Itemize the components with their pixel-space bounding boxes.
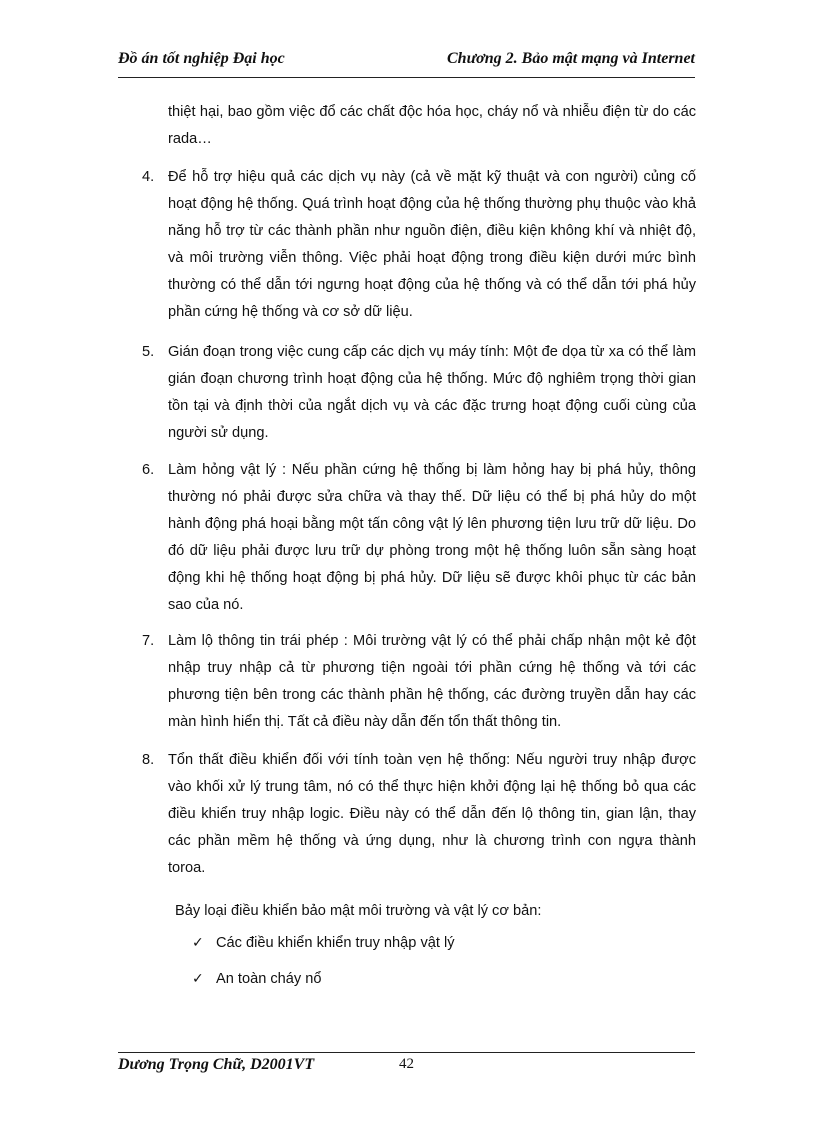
check-mark-icon: ✓ [192, 935, 204, 951]
list-item-text: Làm hỏng vật lý : Nếu phần cứng hệ thống bị làm hỏng hay bị phá hủy, thông thường nó phải được sửa chữa và thay thế. Dữ liệu có thể bị phá hủy do một hành động phá hoại bằng một tấn công vật lý lên phương tiện lưu trữ dữ liệu. Do đó dữ liệu phải được lưu trữ dự phòng trong một hệ thống luôn sẵn sàng hoạt động khi hệ thống hoạt động bị phá hủy. Dữ liệu sẽ được khôi phục từ các bản sao của nó. [168, 462, 696, 613]
list-item-text: Để hỗ trợ hiệu quả các dịch vụ này (cả về mặt kỹ thuật và con người) củng cố hoạt động hệ thống. Quá trình hoạt động của hệ thống thường phụ thuộc vào khả năng hỗ trợ từ các thành phần như nguồn điện, điều kiện không khí và nhiệt độ, và môi trường viễn thông. Việc phải hoạt động trong điều kiện dưới mức bình thường có thể dẫn tới ngưng hoạt động của hệ thống và có thể dẫn tới phá hủy phần cứng hệ thống và cơ sở dữ liệu. [168, 169, 696, 320]
list-item-text: Tổn thất điều khiển đối với tính toàn vẹn hệ thống: Nếu người truy nhập được vào khối xử lý trung tâm, nó có thể thực hiện khởi động lại hệ thống bỏ qua các điều khiển truy nhập logic. Điều này có thể dẫn đến lộ thông tin, gian lận, thay các phần mềm hệ thống và ứng dụng, như là chương trình con ngựa thành toroa. [168, 752, 696, 876]
list-item-text: Gián đoạn trong việc cung cấp các dịch vụ máy tính: Một đe dọa từ xa có thể làm gián đoạn chương trình hoạt động của hệ thống. Mức độ nghiêm trọng thời gian tồn tại và định thời của ngắt dịch vụ và các đặc trưng hoạt động cuối cùng của người sử dụng. [168, 344, 696, 441]
header-document-title: Đồ án tốt nghiệp Đại học [118, 50, 285, 67]
list-item-6 [142, 457, 696, 619]
checklist-item [192, 930, 455, 957]
lead-paragraph: thiệt hại, bao gồm việc đổ các chất độc hóa học, cháy nổ và nhiễu điện từ do các rada… [168, 104, 696, 147]
checklist-item [192, 966, 321, 993]
summary-line: Bảy loại điều khiển bảo mật môi trường và vật lý cơ bản: [175, 903, 542, 919]
header-chapter-title: Chương 2. Bảo mật mạng và Internet [447, 50, 695, 67]
checklist-item-text: An toàn cháy nổ [216, 971, 322, 987]
list-item-8 [142, 747, 696, 882]
header-divider [118, 77, 695, 78]
footer-divider [118, 1052, 695, 1053]
page-header [118, 50, 695, 76]
list-item-number: 6. [142, 462, 155, 478]
page-number: 42 [399, 1056, 414, 1072]
checklist-item-text: Các điều khiển khiển truy nhập vật lý [216, 935, 455, 951]
list-item-number: 4. [142, 169, 155, 185]
list-item-5 [142, 339, 696, 447]
list-item-number: 7. [142, 633, 155, 649]
list-item-4 [142, 164, 696, 326]
list-item-7 [142, 628, 696, 736]
footer-author: Dương Trọng Chữ, D2001VT [118, 1056, 315, 1073]
list-item-text: Làm lộ thông tin trái phép : Môi trường vật lý có thể phải chấp nhận một kẻ đột nhập truy nhập cả từ phương tiện ngoài tới phần cứng hệ thống và tới các phương tiện bên trong các thành phần hệ thống, các đường truyền dẫn hay các màn hình hiển thị. Tất cả điều này dẫn đến tổn thất thông tin. [168, 633, 696, 730]
check-mark-icon: ✓ [192, 971, 204, 987]
list-item-number: 8. [142, 752, 155, 768]
list-item-number: 5. [142, 344, 155, 360]
